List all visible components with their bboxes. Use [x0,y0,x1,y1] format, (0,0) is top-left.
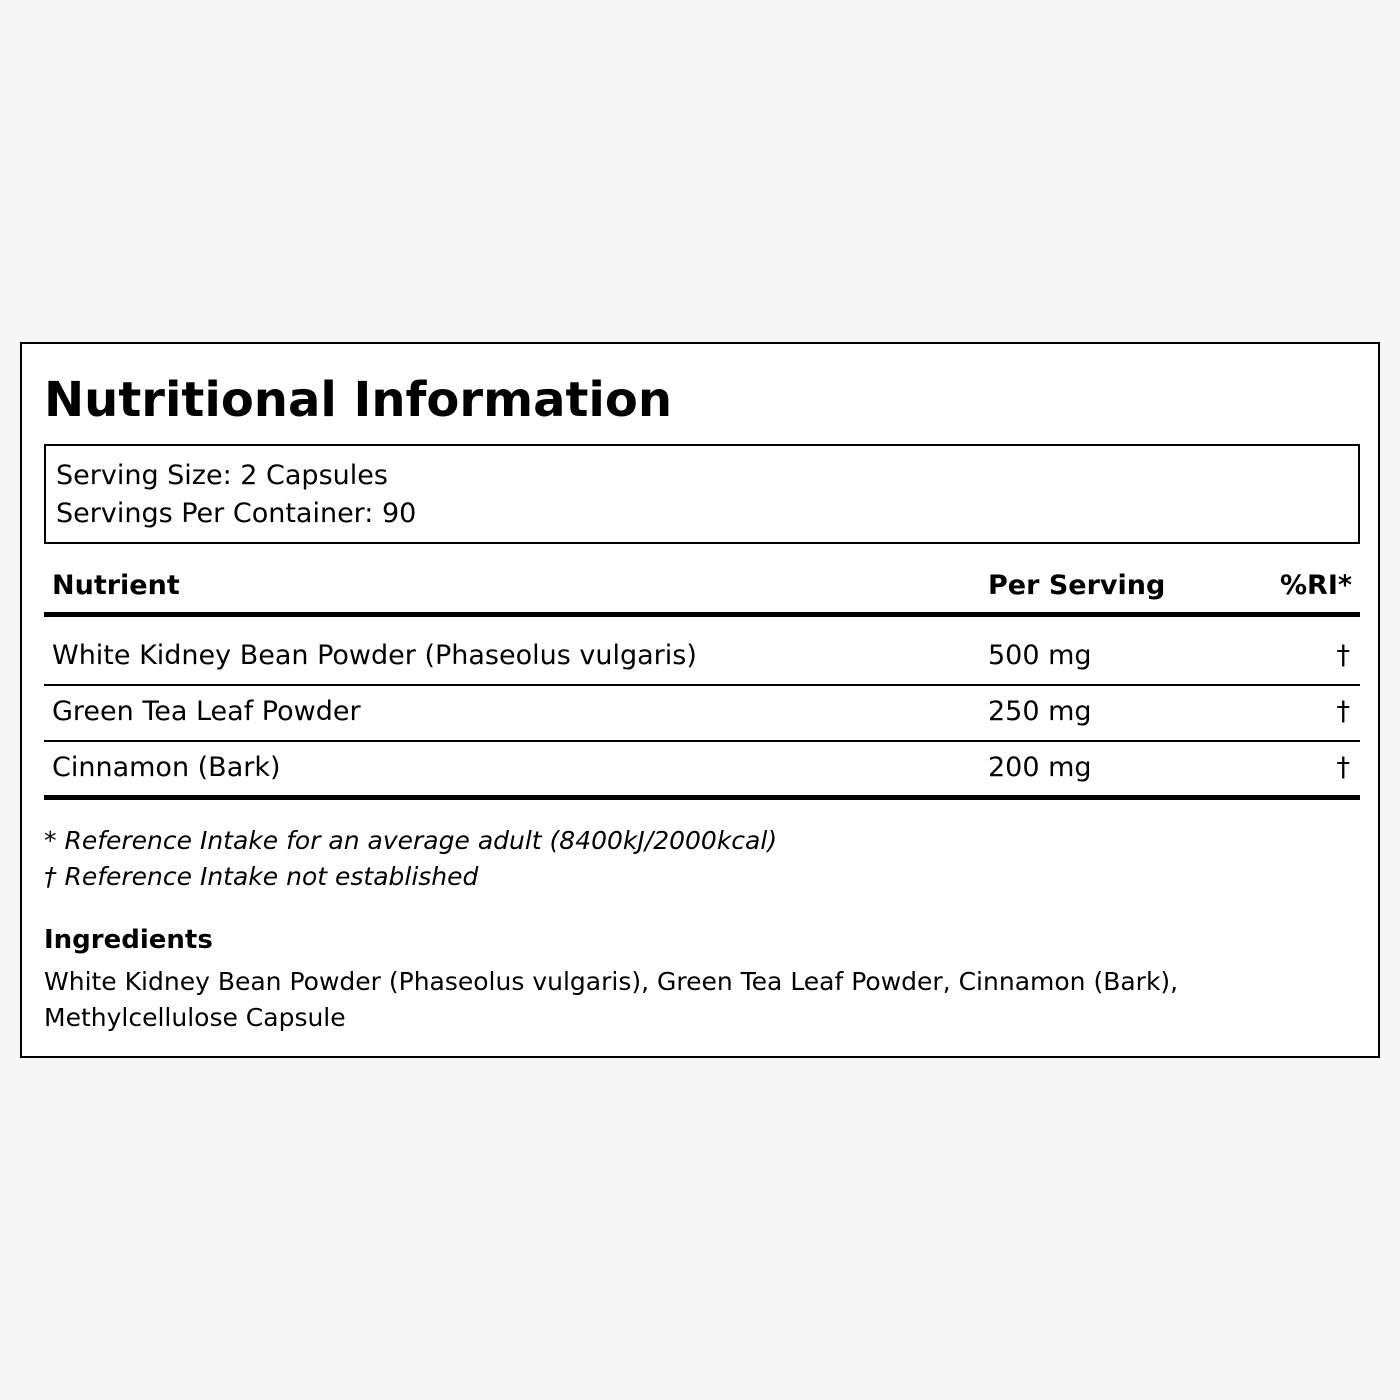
header-nutrient: Nutrient [52,570,180,601]
nutrient-name: Cinnamon (Bark) [52,752,281,783]
table-row [44,740,1360,794]
serving-size: Serving Size: 2 Capsules [56,460,388,491]
nutrient-amount: 250 mg [988,696,1092,727]
nutrient-ri: † [1336,752,1350,783]
footnote-ri: * Reference Intake for an average adult (8400kJ/2000kcal) [44,826,778,855]
nutrient-amount: 200 mg [988,752,1092,783]
ingredients-text: White Kidney Bean Powder (Phaseolus vulgaris), Green Tea Leaf Powder, Cinnamon (Bark), Methylcellulose Capsule [44,967,1179,1032]
nutrient-ri: † [1336,696,1350,727]
header-divider [44,612,1360,617]
servings-per-container: Servings Per Container: 90 [56,498,417,529]
nutrient-amount: 500 mg [988,640,1092,671]
table-row [44,684,1360,738]
nutrient-ri: † [1336,640,1350,671]
ingredients-heading: Ingredients [44,925,213,955]
panel-title: Nutritional Information [44,372,673,428]
table-row [44,628,1360,682]
table-bottom-divider [44,795,1360,800]
serving-info-box [44,444,1360,544]
nutrition-panel [20,342,1380,1058]
header-per-serving: Per Serving [988,570,1166,601]
footnote-dagger: † Reference Intake not established [44,862,479,891]
nutrient-name: White Kidney Bean Powder (Phaseolus vulgaris) [52,640,697,671]
header-ri: %RI* [1279,570,1352,601]
nutrient-name: Green Tea Leaf Powder [52,696,361,727]
